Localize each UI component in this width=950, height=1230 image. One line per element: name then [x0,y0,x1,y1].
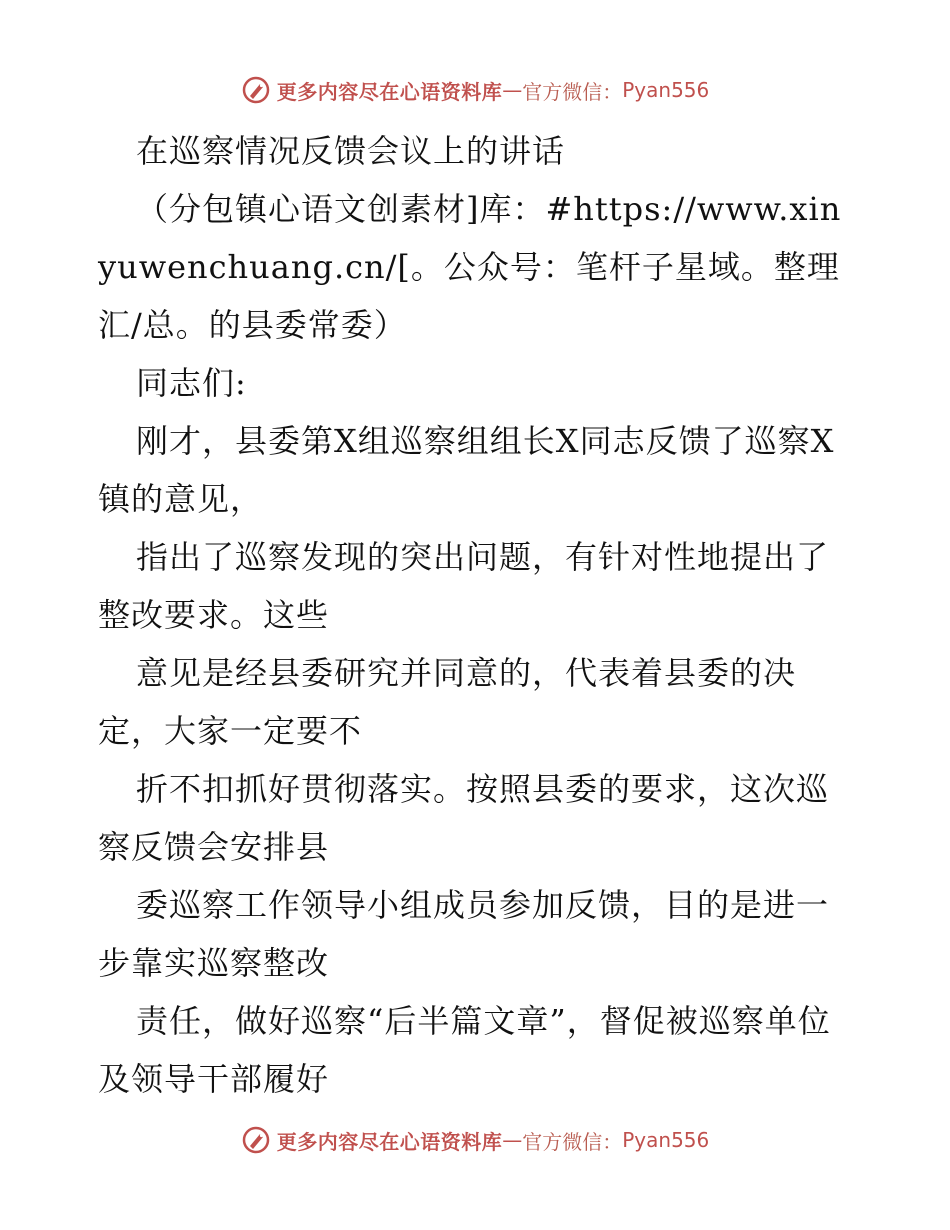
paragraph: 刚才，县委第X组巡察组组长X同志反馈了巡察X镇的意见， [98,422,835,518]
paragraph: 责任，做好巡察“后半篇文章”，督促被巡察单位及领导干部履好 [98,1002,831,1098]
paragraph: 委巡察工作领导小组成员参加反馈，目的是进一步靠实巡察整改 [98,886,830,982]
banner-wechat-label: 官方微信： [522,1129,623,1154]
greeting: 同志们: [136,364,247,402]
banner-wechat-id: Pyan556 [622,78,710,102]
pen-nib-logo-icon [241,75,271,105]
banner-title: 更多内容尽在心语资料库 [276,79,503,104]
banner-separator: — [502,1128,523,1152]
footer-watermark-banner [0,1120,950,1160]
document-title: 在巡察情况反馈会议上的讲话 [136,132,566,170]
document-subtitle: （分包镇心语文创素材]库：#https://www.xinyuwenchuang.cn/[。公众号：笔杆子星域。整理汇/总。的县委常委） [98,190,842,344]
paragraph: 折不扣抓好贯彻落实。按照县委的要求，这次巡察反馈会安排县 [98,770,830,866]
paragraph: 指出了巡察发现的突出问题，有针对性地提出了整改要求。这些 [98,538,830,634]
banner-separator: — [502,78,523,102]
paragraph: 意见是经县委研究并同意的，代表着县委的决定，大家一定要不 [98,654,797,750]
banner-wechat-label: 官方微信： [522,79,623,104]
banner-title: 更多内容尽在心语资料库 [276,1129,503,1154]
document-body [98,122,858,1108]
header-watermark-banner [0,70,950,110]
pen-nib-logo-icon [241,1125,271,1155]
banner-wechat-id: Pyan556 [622,1128,710,1152]
